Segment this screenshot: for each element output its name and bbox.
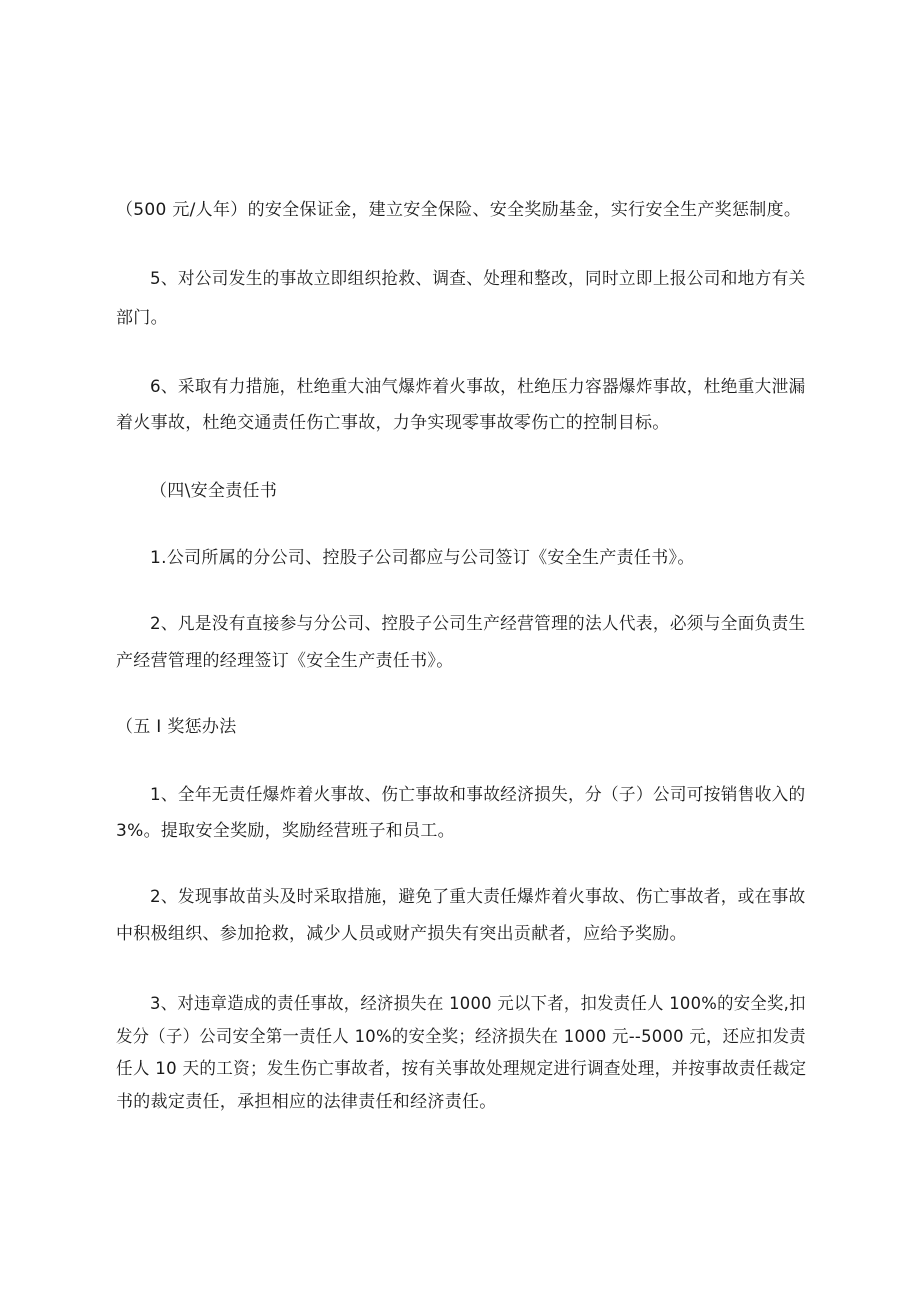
text-line-13: 2、发现事故苗头及时采取措施，避免了重大责任爆炸着火事故、伤亡事故者，或在事故 <box>150 887 806 907</box>
text-line-11: 1、全年无责任爆炸着火事故、伤亡事故和事故经济损失，分（子）公司可按销售收入的 <box>150 785 806 805</box>
text-line-15: 3、对违章造成的责任事故，经济损失在 1000 元以下者，扣发责任人 100%的安全奖,扣 <box>150 994 806 1014</box>
text-line-2: 5、对公司发生的事故立即组织抢救、调查、处理和整改，同时立即上报公司和地方有关 <box>150 269 806 289</box>
text-line-7: 1.公司所属的分公司、控股子公司都应与公司签订《安全生产责任书》。 <box>150 548 695 568</box>
text-line-4: 6、采取有力措施，杜绝重大油气爆炸着火事故，杜绝压力容器爆炸事故，杜绝重大泄漏 <box>150 377 806 397</box>
text-line-8: 2、凡是没有直接参与分公司、控股子公司生产经营管理的法人代表，必须与全面负责生 <box>150 614 806 634</box>
text-line-17: 任人 10 天的工资；发生伤亡事故者，按有关事故处理规定进行调查处理，并按事故责任裁定 <box>116 1059 807 1079</box>
section-heading-4: （四\安全责任书 <box>150 481 278 501</box>
section-heading-5: （五 I 奖惩办法 <box>116 717 237 737</box>
text-line-18: 书的裁定责任，承担相应的法律责任和经济责任。 <box>116 1092 497 1112</box>
text-line-5: 着火事故，杜绝交通责任伤亡事故，力争实现零事故零伤亡的控制目标。 <box>116 413 670 433</box>
text-line-9: 产经营管理的经理签订《安全生产责任书》。 <box>116 651 454 671</box>
text-line-1: （500 元/人年）的安全保证金，建立安全保险、安全奖励基金，实行安全生产奖惩制度。 <box>116 200 802 220</box>
text-line-3: 部门。 <box>116 308 168 328</box>
text-line-12: 3%。提取安全奖励，奖励经营班子和员工。 <box>116 821 455 841</box>
text-line-16: 发分（子）公司安全第一责任人 10%的安全奖；经济损失在 1000 元--5000 元，还应扣发责 <box>116 1027 806 1047</box>
text-line-14: 中积极组织、参加抢救，减少人员或财产损失有突出贡献者，应给予奖励。 <box>116 924 687 944</box>
